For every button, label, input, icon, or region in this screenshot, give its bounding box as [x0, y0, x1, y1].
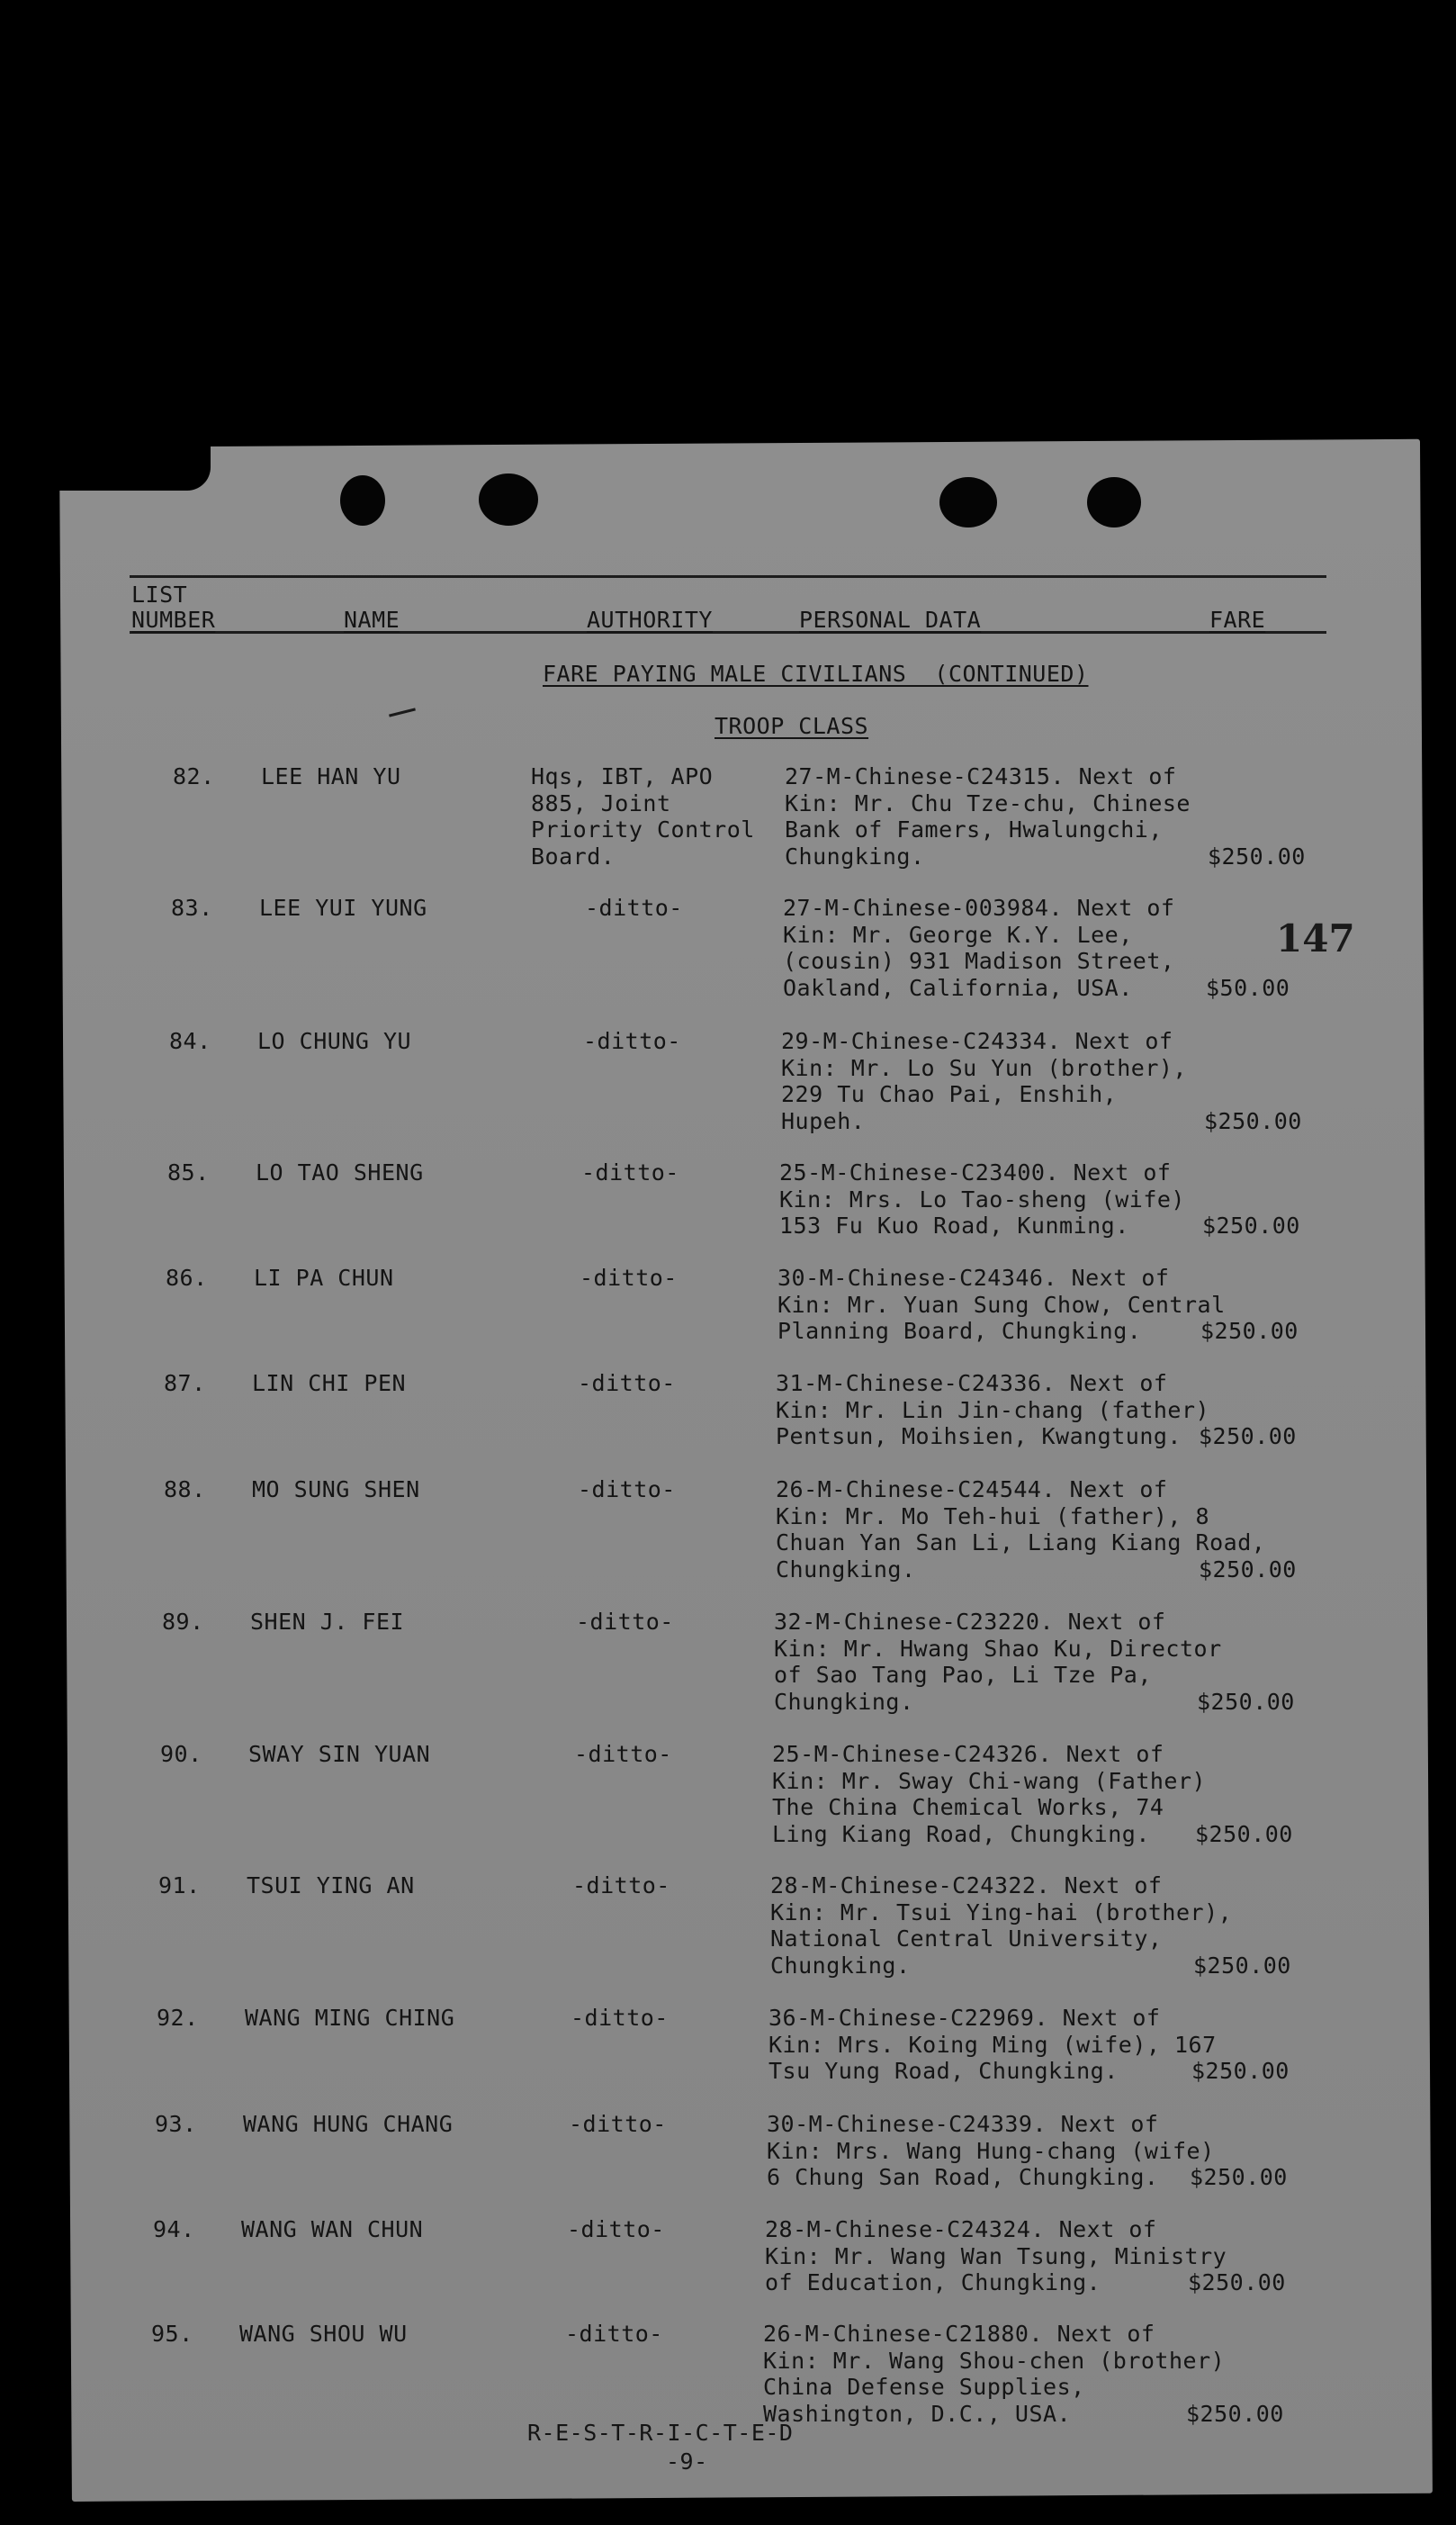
personal-data-line: Kin: Mrs. Lo Tao-sheng (wife): [779, 1186, 1185, 1213]
class-title: TROOP CLASS: [715, 713, 869, 739]
header-bottom-rule: [130, 631, 1326, 634]
column-header-personal-data: PERSONAL DATA: [799, 607, 982, 633]
document-sheet: [59, 439, 1433, 2502]
personal-data-line: 31-M-Chinese-C24336. Next of: [776, 1370, 1168, 1396]
passenger-name: LO TAO SHENG: [256, 1159, 424, 1186]
passenger-name: SWAY SIN YUAN: [248, 1741, 431, 1767]
personal-data-line: Chuan Yan San Li, Liang Kiang Road,: [776, 1529, 1266, 1556]
authority-ditto: -ditto-: [581, 1159, 679, 1186]
personal-data-line: Kin: Mr. George K.Y. Lee,: [783, 921, 1133, 948]
fare-amount: $250.00: [1202, 1213, 1300, 1239]
passenger-name: TSUI YING AN: [247, 1872, 415, 1898]
punch-hole-1: [340, 475, 385, 526]
authority-ditto: -ditto-: [576, 1609, 674, 1635]
list-number: 83.: [171, 895, 213, 921]
torn-corner: [40, 446, 211, 491]
personal-data-line: Ling Kiang Road, Chungking.: [772, 1820, 1150, 1847]
fare-amount: $250.00: [1208, 843, 1306, 870]
personal-data-line: Kin: Mr. Lo Su Yun (brother),: [781, 1054, 1187, 1081]
personal-data-line: 25-M-Chinese-C23400. Next of: [779, 1159, 1172, 1186]
list-number: 86.: [166, 1265, 208, 1291]
personal-data-line: Kin: Mr. Yuan Sung Chow, Central: [777, 1291, 1226, 1318]
authority-ditto: -ditto-: [578, 1476, 676, 1502]
list-number: 95.: [151, 2321, 193, 2347]
personal-data-line: 30-M-Chinese-C24339. Next of: [767, 2111, 1159, 2137]
personal-data-line: 30-M-Chinese-C24346. Next of: [777, 1265, 1170, 1291]
passenger-name: MO SUNG SHEN: [252, 1476, 420, 1502]
personal-data-line: 26-M-Chinese-C24544. Next of: [776, 1476, 1168, 1502]
authority-ditto: -ditto-: [571, 2005, 669, 2031]
fare-amount: $250.00: [1197, 1688, 1295, 1715]
fare-amount: $250.00: [1199, 1556, 1297, 1583]
personal-data-line: 6 Chung San Road, Chungking.: [767, 2164, 1159, 2190]
list-number: 91.: [158, 1872, 201, 1898]
personal-data-line: Kin: Mrs. Koing Ming (wife), 167: [768, 2031, 1217, 2058]
passenger-name: LI PA CHUN: [254, 1265, 394, 1291]
personal-data-line: Chungking.: [770, 1952, 911, 1979]
authority-ditto: -ditto-: [572, 1872, 670, 1898]
passenger-name: WANG SHOU WU: [239, 2321, 408, 2347]
fare-amount: $250.00: [1190, 2164, 1288, 2190]
authority-ditto: -ditto-: [574, 1741, 672, 1767]
personal-data-line: 26-M-Chinese-C21880. Next of: [763, 2321, 1155, 2347]
personal-data-line: Hupeh.: [781, 1107, 866, 1134]
personal-data-line: National Central University,: [770, 1925, 1163, 1952]
restricted-classification: R-E-S-T-R-I-C-T-E-D: [527, 2420, 794, 2446]
list-number: 90.: [160, 1741, 202, 1767]
personal-data-line: 28-M-Chinese-C24324. Next of: [765, 2216, 1157, 2242]
personal-data-line: Kin: Mr. Wang Wan Tsung, Ministry: [765, 2242, 1227, 2269]
list-number: 85.: [167, 1159, 210, 1186]
section-title: FARE PAYING MALE CIVILIANS (CONTINUED): [543, 661, 1089, 687]
personal-data-line: 27-M-Chinese-003984. Next of: [783, 895, 1175, 921]
passenger-name: SHEN J. FEI: [250, 1609, 405, 1635]
column-header-fare: FARE: [1209, 607, 1266, 633]
punch-hole-3: [939, 477, 997, 528]
fare-amount: $250.00: [1193, 1952, 1291, 1979]
authority-ditto: -ditto-: [585, 895, 683, 921]
page-number: -9-: [666, 2448, 708, 2475]
personal-data-line: Pentsun, Moihsien, Kwangtung.: [776, 1423, 1182, 1449]
passenger-name: LEE YUI YUNG: [259, 895, 427, 921]
column-header-list-number-line2: NUMBER: [131, 607, 216, 633]
personal-data-line: 28-M-Chinese-C24322. Next of: [770, 1872, 1163, 1898]
handwritten-page-number: 147: [1276, 916, 1355, 960]
personal-data-line: 25-M-Chinese-C24326. Next of: [772, 1741, 1164, 1767]
personal-data-line: Planning Board, Chungking.: [777, 1318, 1142, 1344]
authority-ditto: -ditto-: [569, 2111, 667, 2137]
personal-data-line: Kin: Mr. Sway Chi-wang (Father): [772, 1767, 1207, 1794]
personal-data-line: Kin: Mr. Tsui Ying-hai (brother),: [770, 1898, 1233, 1925]
list-number: 87.: [164, 1370, 206, 1396]
fare-amount: $50.00: [1206, 974, 1290, 1001]
list-number: 94.: [153, 2216, 195, 2242]
personal-data-line: Chungking.: [785, 843, 925, 870]
personal-data-line: 36-M-Chinese-C22969. Next of: [768, 2005, 1161, 2031]
column-header-name: NAME: [344, 607, 400, 633]
personal-data-line: 32-M-Chinese-C23220. Next of: [774, 1609, 1166, 1635]
passenger-name: WANG WAN CHUN: [241, 2216, 424, 2242]
list-number: 82.: [173, 763, 215, 789]
personal-data-line: (cousin) 931 Madison Street,: [783, 948, 1175, 974]
authority-ditto: -ditto-: [565, 2321, 663, 2347]
list-number: 84.: [169, 1028, 211, 1054]
personal-data-line: Kin: Mr. Hwang Shao Ku, Director: [774, 1635, 1222, 1662]
personal-data-line: Washington, D.C., USA.: [763, 2400, 1072, 2427]
personal-data-line: Oakland, California, USA.: [783, 974, 1133, 1001]
passenger-name: LEE HAN YU: [261, 763, 401, 789]
authority-line: 885, Joint: [531, 789, 671, 816]
fare-amount: $250.00: [1200, 1318, 1299, 1344]
personal-data-line: Kin: Mr. Mo Teh-hui (father), 8: [776, 1502, 1210, 1529]
personal-data-line: Chungking.: [776, 1556, 916, 1583]
personal-data-line: Tsu Yung Road, Chungking.: [768, 2058, 1119, 2084]
list-number: 93.: [155, 2111, 197, 2137]
personal-data-line: 27-M-Chinese-C24315. Next of: [785, 763, 1177, 789]
authority-ditto: -ditto-: [583, 1028, 681, 1054]
personal-data-line: China Defense Supplies,: [763, 2374, 1085, 2400]
column-header-authority: AUTHORITY: [587, 607, 713, 633]
list-number: 92.: [157, 2005, 199, 2031]
list-number: 89.: [162, 1609, 204, 1635]
fare-amount: $250.00: [1188, 2269, 1286, 2295]
punch-hole-4: [1087, 477, 1141, 528]
personal-data-line: Bank of Famers, Hwalungchi,: [785, 816, 1163, 843]
passenger-name: LIN CHI PEN: [252, 1370, 407, 1396]
authority-ditto: -ditto-: [578, 1370, 676, 1396]
header-top-rule: [130, 575, 1326, 578]
fare-amount: $250.00: [1191, 2058, 1290, 2084]
fare-amount: $250.00: [1204, 1107, 1302, 1134]
personal-data-line: 229 Tu Chao Pai, Enshih,: [781, 1081, 1118, 1107]
personal-data-line: Kin: Mr. Lin Jin-chang (father): [776, 1396, 1210, 1423]
punch-hole-2: [479, 473, 538, 526]
authority-ditto: -ditto-: [580, 1265, 678, 1291]
fare-amount: $250.00: [1186, 2400, 1284, 2427]
personal-data-line: Kin: Mr. Chu Tze-chu, Chinese: [785, 789, 1191, 816]
personal-data-line: Chungking.: [774, 1688, 914, 1715]
fare-amount: $250.00: [1199, 1423, 1297, 1449]
list-number: 88.: [164, 1476, 206, 1502]
authority-ditto: -ditto-: [567, 2216, 665, 2242]
passenger-name: WANG HUNG CHANG: [243, 2111, 454, 2137]
personal-data-line: 153 Fu Kuo Road, Kunming.: [779, 1213, 1129, 1239]
personal-data-line: Kin: Mr. Wang Shou-chen (brother): [763, 2347, 1226, 2374]
authority-line: Hqs, IBT, APO: [531, 763, 714, 789]
passenger-name: WANG MING CHING: [245, 2005, 455, 2031]
passenger-name: LO CHUNG YU: [257, 1028, 412, 1054]
personal-data-line: Kin: Mrs. Wang Hung-chang (wife): [767, 2137, 1215, 2164]
column-header-list-number-line1: LIST: [131, 582, 188, 608]
personal-data-line: 29-M-Chinese-C24334. Next of: [781, 1028, 1173, 1054]
personal-data-line: of Sao Tang Pao, Li Tze Pa,: [774, 1662, 1152, 1688]
authority-line: Priority Control: [531, 816, 755, 843]
fare-amount: $250.00: [1195, 1820, 1293, 1847]
personal-data-line: of Education, Chungking.: [765, 2269, 1101, 2295]
personal-data-line: The China Chemical Works, 74: [772, 1794, 1164, 1820]
authority-line: Board.: [531, 843, 616, 870]
